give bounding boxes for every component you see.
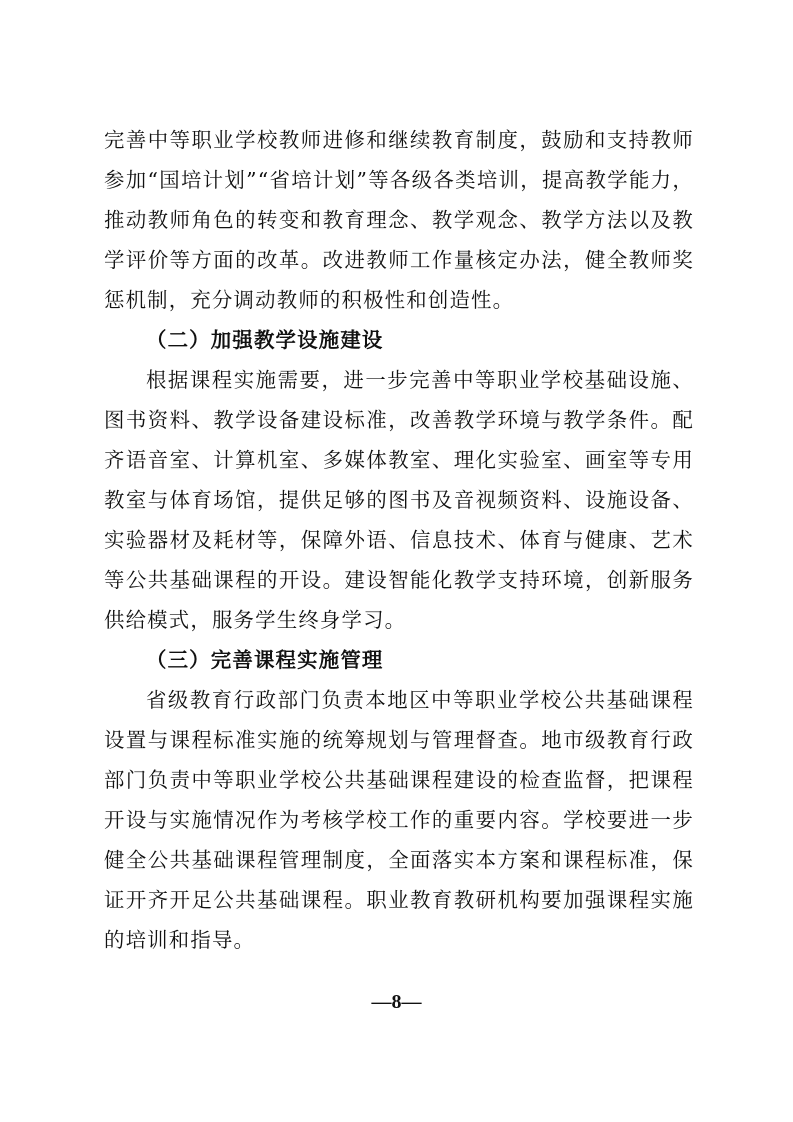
page-number: —8— bbox=[371, 991, 422, 1013]
paragraph-management: 省级教育行政部门负责本地区中等职业学校公共基础课程设置与课程标准实施的统筹规划与管理督查。地市级教育行政部门负责中等职业学校公共基础课程建设的检查监督，把课程开设与实施情况作为考核学校工作的重要内容。学校要进一步健全公共基础课程管理制度，全面落实本方案和课程标准，保证开齐开足公共基础课程。职业教育教研机构要加强课程实施的培训和指导。 bbox=[104, 688, 694, 952]
section-heading-facilities: （二）加强教学设施建设 bbox=[146, 328, 384, 352]
document-body bbox=[104, 120, 694, 960]
paragraph-facilities: 根据课程实施需要，进一步完善中等职业学校基础设施、图书资料、教学设备建设标准，改善教学环境与教学条件。配齐语音室、计算机室、多媒体教室、理化实验室、画室等专用教室与体育场馆，提供足够的图书及音视频资料、设施设备、实验器材及耗材等，保障外语、信息技术、体育与健康、艺术等公共基础课程的开设。建设智能化教学支持环境，创新服务供给模式，服务学生终身学习。 bbox=[104, 368, 694, 632]
paragraph-teacher-training: 完善中等职业学校教师进修和继续教育制度，鼓励和支持教师参加“国培计划”“省培计划”等各级各类培训，提高教学能力，推动教师角色的转变和教育理念、教学观念、教学方法以及教学评价等方面的改革。改进教师工作量核定办法，健全教师奖惩机制，充分调动教师的积极性和创造性。 bbox=[104, 128, 694, 312]
section-heading-management: （三）完善课程实施管理 bbox=[146, 648, 384, 672]
